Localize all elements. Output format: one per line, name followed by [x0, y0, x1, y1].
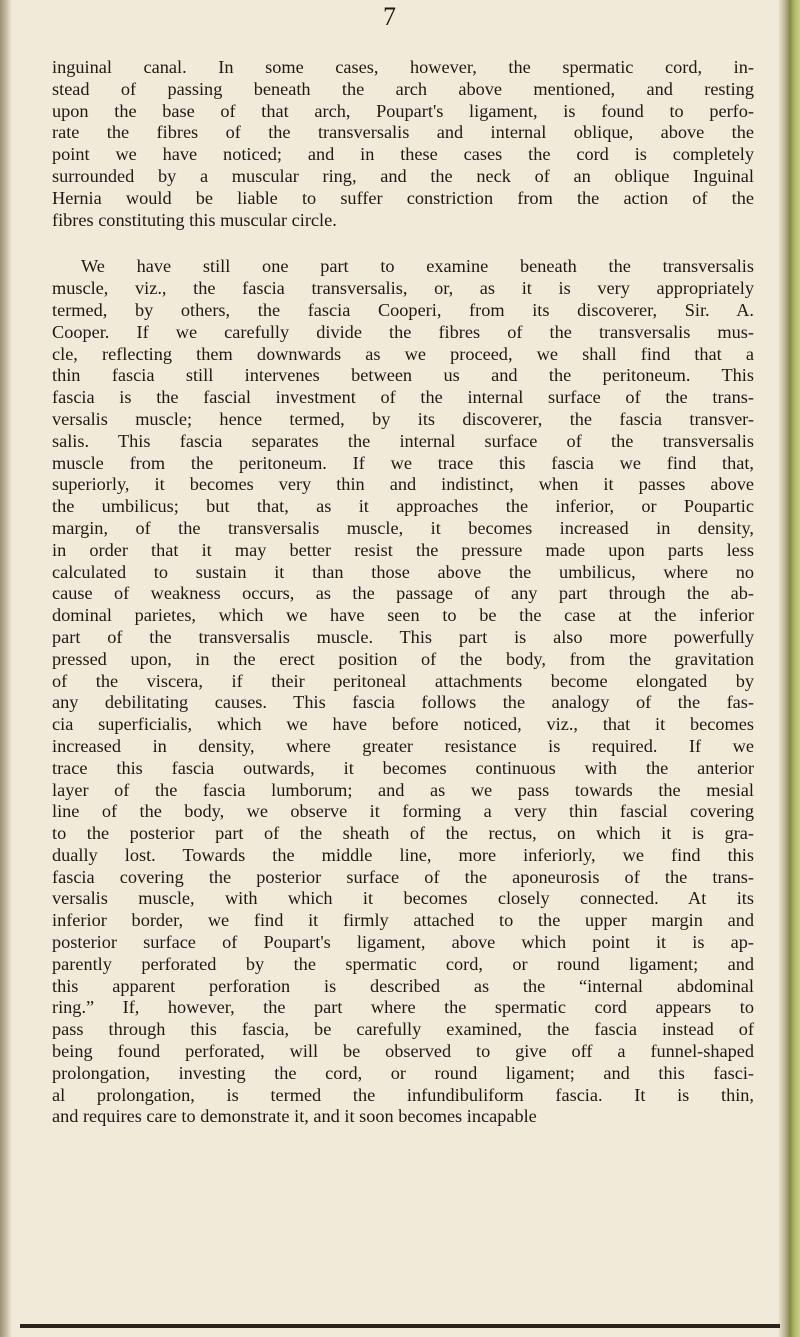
text-line: inguinal canal. In some cases, however, the spermatic cord, in-	[52, 57, 754, 77]
text-line: Cooper. If we carefully divide the fibres of the transversalis mus-	[52, 321, 754, 342]
page-number: 7	[383, 2, 396, 31]
text-line: the umbilicus; but that, as it approaches the inferior, or Poupartic	[52, 496, 754, 517]
text-line: We have still one part to examine beneath the transversalis	[81, 256, 754, 277]
text-line: fibres constituting this muscular circle.	[52, 209, 337, 230]
text-line: part of the transversalis muscle. This part is also more powerfully	[52, 626, 754, 647]
text-line: ring.” If, however, the part where the spermatic cord appears to	[52, 997, 754, 1018]
text-line: increased in density, where greater resistance is required. If we	[52, 735, 754, 756]
text-line: termed, by others, the fascia Cooperi, from its discoverer, Sir. A.	[52, 299, 754, 320]
text-line: muscle from the peritoneum. If we trace this fascia we find that,	[52, 452, 754, 473]
text-line: cle, reflecting them downwards as we proceed, we shall find that a	[52, 343, 754, 364]
text-line: of the viscera, if their peritoneal attachments become elongated by	[52, 670, 754, 691]
text-line: versalis muscle, with which it becomes closely connected. At its	[52, 888, 754, 909]
text-line: versalis muscle; hence termed, by its discoverer, the fascia transver-	[52, 408, 754, 429]
paragraph-2	[52, 256, 754, 1128]
text-line: line of the body, we observe it forming a very thin fascial covering	[52, 801, 754, 822]
text-line: fascia covering the posterior surface of the aponeurosis of the trans-	[52, 866, 754, 887]
paragraph-gap	[52, 231, 754, 256]
text-line: salis. This fascia separates the internal surface of the transversalis	[52, 430, 754, 451]
text-line: stead of passing beneath the arch above mentioned, and resting	[52, 78, 754, 99]
text-line: being found perforated, will be observed to give off a funnel-shaped	[52, 1041, 754, 1062]
text-line: prolongation, investing the cord, or round ligament; and this fasci-	[52, 1062, 754, 1083]
text-line: Hernia would be liable to suffer constriction from the action of the	[52, 187, 754, 208]
text-line: calculated to sustain it than those above the umbilicus, where no	[52, 561, 754, 582]
text-line: superiorly, it becomes very thin and indistinct, when it passes above	[52, 474, 754, 495]
text-line: dominal parietes, which we have seen to be the case at the inferior	[52, 605, 754, 626]
text-line: dually lost. Towards the middle line, more inferiorly, we find this	[52, 844, 754, 865]
text-line: point we have noticed; and in these cases the cord is completely	[52, 144, 754, 165]
text-line: cause of weakness occurs, as the passage of any part through the ab-	[52, 583, 754, 604]
text-line: in order that it may better resist the pressure made upon parts less	[52, 539, 754, 560]
text-line: posterior surface of Poupart's ligament, above which point it is ap-	[52, 932, 754, 953]
text-line: trace this fascia outwards, it becomes continuous with the anterior	[52, 757, 754, 778]
text-line: this apparent perforation is described as the “internal abdominal	[52, 975, 754, 996]
text-line: fascia is the fascial investment of the internal surface of the trans-	[52, 387, 754, 408]
page-left-edge	[0, 0, 12, 1337]
text-line: al prolongation, is termed the infundibuliform fascia. It is thin,	[52, 1084, 754, 1105]
text-line: cia superficialis, which we have before noticed, viz., that it becomes	[52, 714, 754, 735]
text-line: rate the fibres of the transversalis and internal oblique, above the	[52, 122, 754, 143]
text-line: margin, of the transversalis muscle, it becomes increased in density,	[52, 517, 754, 538]
text-line: surrounded by a muscular ring, and the neck of an oblique Inguinal	[52, 165, 754, 186]
text-line: thin fascia still intervenes between us and the peritoneum. This	[52, 365, 754, 386]
text-line: layer of the fascia lumborum; and as we pass towards the mesial	[52, 779, 754, 800]
bottom-rule	[20, 1324, 780, 1328]
text-line: parently perforated by the spermatic cord, or round ligament; and	[52, 953, 754, 974]
text-line: upon the base of that arch, Poupart's ligament, is found to perfo-	[52, 100, 754, 121]
text-line: to the posterior part of the sheath of the rectus, on which it is gra-	[52, 823, 754, 844]
page-right-edge	[778, 0, 800, 1337]
text-line: inferior border, we find it firmly attached to the upper margin and	[52, 910, 754, 931]
text-line: and requires care to demonstrate it, and it soon becomes incapable	[52, 1106, 537, 1127]
text-line: any debilitating causes. This fascia follows the analogy of the fas-	[52, 692, 754, 713]
paragraph-1	[52, 57, 754, 231]
text-line: pass through this fascia, be carefully examined, the fascia instead of	[52, 1019, 754, 1040]
body-text	[52, 57, 754, 1128]
text-line: pressed upon, in the erect position of the body, from the gravitation	[52, 648, 754, 669]
text-line: muscle, viz., the fascia transversalis, or, as it is very appropriately	[52, 278, 754, 299]
